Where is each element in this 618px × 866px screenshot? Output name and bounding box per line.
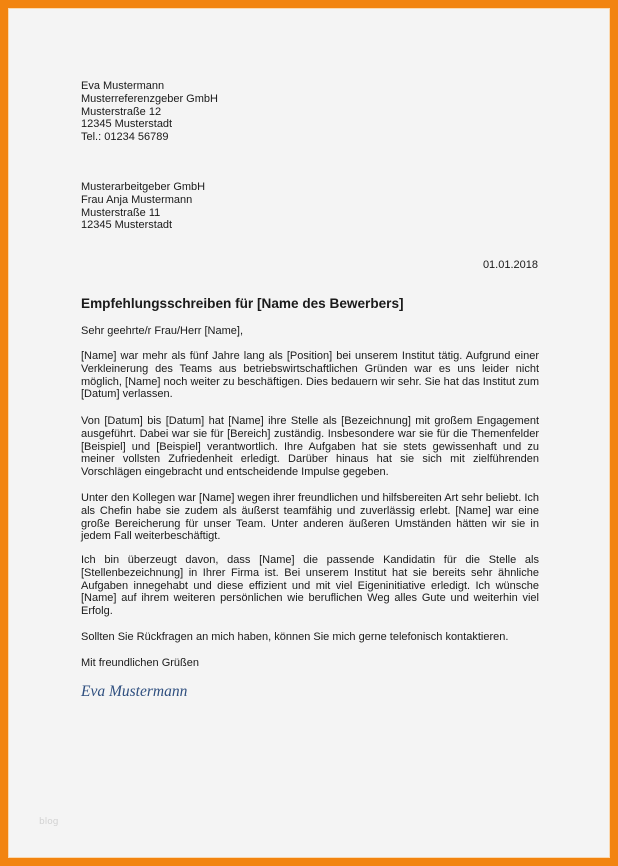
recipient-address bbox=[81, 181, 205, 232]
recipient-name: Frau Anja Mustermann bbox=[81, 193, 193, 206]
letter-subject: Empfehlungsschreiben für [Name des Bewerbers] bbox=[81, 296, 404, 311]
recipient-company: Musterarbeitgeber GmbH bbox=[81, 181, 206, 193]
sender-address bbox=[81, 80, 218, 144]
paragraph-2: Von [Datum] bis [Datum] hat [Name] ihre Stelle als [Bezeichnung] mit großem Engagement ausgeführt. Dabei war sie für [Bereich] zuständig. Insbesondere war sie für die Themenfelder [Beispiel] und [Beispiel] verantwortlich. Ihre Aufgaben hat sie stets gewissenhaft und zu meiner vollsten Zufriedenheit erledigt. Darüber hinaus hat sie sich mit zielführenden Vorschlägen eingebracht und entscheidende Impulse gegeben. bbox=[81, 415, 539, 479]
watermark: blog bbox=[39, 817, 59, 827]
paragraph-4: Ich bin überzeugt davon, dass [Name] die passende Kandidatin für die Stelle als [Stellenbezeichnung] in Ihrer Firma ist. Bei unserem Institut hat sie bereits sehr ähnliche Aufgaben innegehabt und diese effizient und mit viel Eigeninitiative erledigt. Ich wünsche [Name] auf ihrem weiteren persönlichen wie beruflichen Weg alles Gute und weiterhin viel Erfolg. bbox=[81, 554, 539, 618]
sender-city: 12345 Musterstadt bbox=[81, 118, 173, 131]
recipient-street: Musterstraße 11 bbox=[81, 206, 161, 219]
paragraph-1: [Name] war mehr als fünf Jahre lang als [Position] bei unserem Institut tätig. Aufgrund einer Verkleinerung des Teams aus betriebswirtschaftlichen Gründen war es uns leider nicht möglich, [Name] noch weiter zu beschäftigen. Dies bedauern wir sehr. Sie hat das Institut zum [Datum] verlassen. bbox=[81, 350, 539, 401]
paragraph-3: Unter den Kollegen war [Name] wegen ihrer freundlichen und hilfsbereiten Art sehr beliebt. Ich als Chefin habe sie zudem als äußerst teamfähig und zuverlässig erlebt. [Name] war eine große Bereicherung für unser Team. Unter anderen äußeren Umständen hätten wir sie in jedem Fall weiterbeschäftigt. bbox=[81, 492, 539, 543]
salutation: Sehr geehrte/r Frau/Herr [Name], bbox=[81, 325, 244, 337]
closing: Mit freundlichen Grüßen bbox=[81, 657, 199, 669]
sender-name: Eva Mustermann bbox=[81, 80, 165, 92]
sender-company: Musterreferenzgeber GmbH bbox=[81, 92, 218, 105]
signature: Eva Mustermann bbox=[81, 683, 188, 700]
recipient-city: 12345 Musterstadt bbox=[81, 219, 173, 232]
sender-street: Musterstraße 12 bbox=[81, 105, 162, 118]
letter-date: 01.01.2018 bbox=[482, 259, 538, 271]
letter-page bbox=[8, 8, 610, 858]
sender-phone: Tel.: 01234 56789 bbox=[81, 131, 169, 144]
paragraph-5: Sollten Sie Rückfragen an mich haben, können Sie mich gerne telefonisch kontaktieren. bbox=[81, 631, 509, 643]
